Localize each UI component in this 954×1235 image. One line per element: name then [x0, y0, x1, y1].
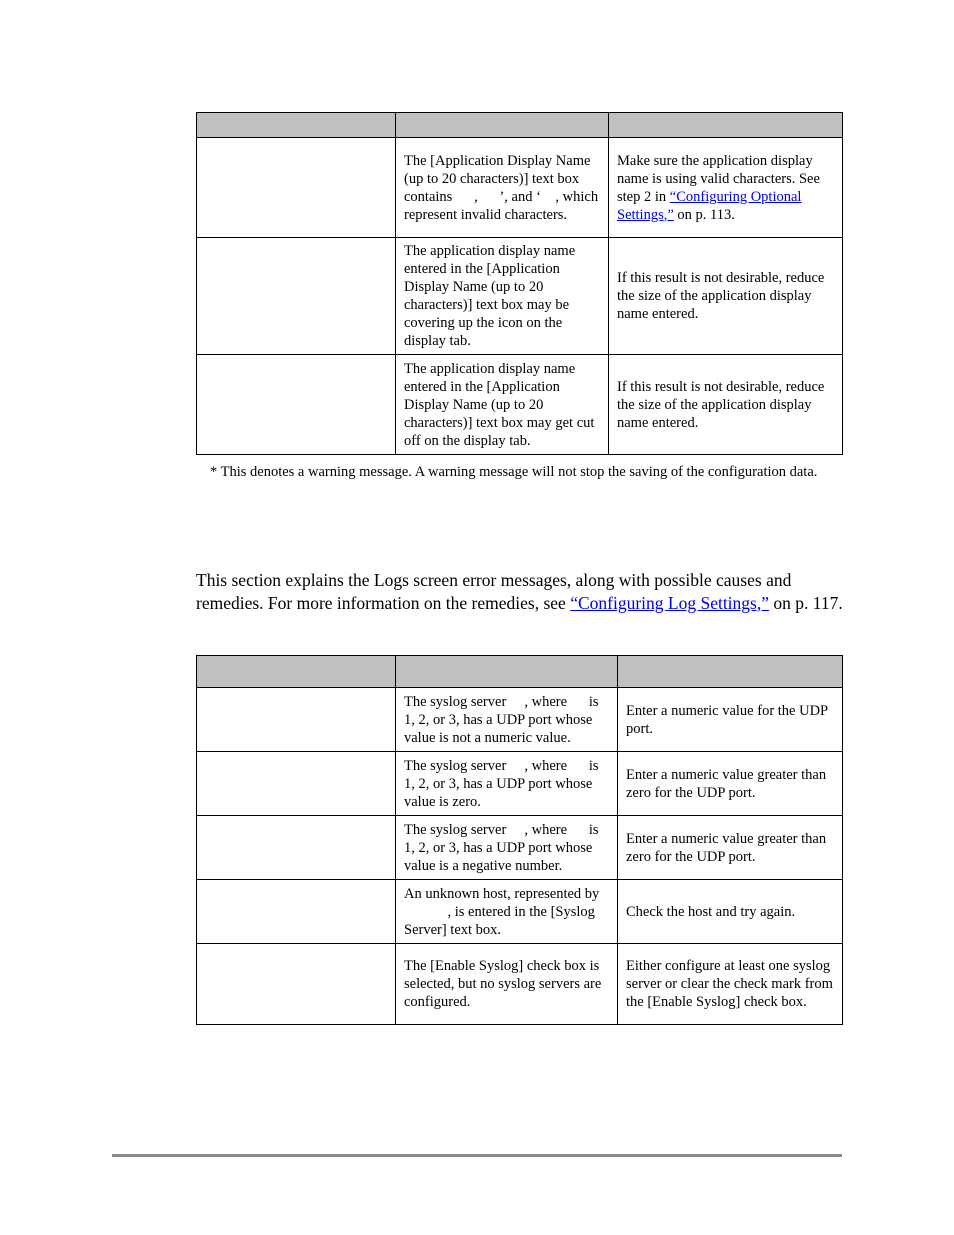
remedy-cell: Enter a numeric value for the UDP port.	[618, 688, 843, 752]
error-message-cell	[197, 238, 396, 355]
cause-cell: The [Application Display Name (up to 20 characters)] text box contains , ’, and ‘ , which represent invalid characters.	[396, 138, 609, 238]
table-row	[197, 816, 843, 880]
logs-error-table	[196, 655, 843, 1025]
table-row	[197, 138, 843, 238]
footer-divider	[112, 1154, 842, 1157]
error-message-cell	[197, 355, 396, 455]
table-row	[197, 880, 843, 944]
configuring-log-settings-link[interactable]: “Configuring Log Settings,”	[570, 592, 770, 613]
table-header-row	[197, 113, 843, 138]
cause-cell: An unknown host, represented by , is entered in the [Syslog Server] text box.	[396, 880, 618, 944]
table-header-row	[197, 656, 843, 688]
header-cell	[396, 113, 609, 138]
error-message-cell	[197, 816, 396, 880]
table-row	[197, 688, 843, 752]
configuring-optional-settings-link[interactable]: “Configuring Optional Settings,”	[617, 188, 802, 223]
intro-text: This section explains the Logs screen error messages, along with possible causes and remedies. For more information on the remedies, see	[196, 570, 792, 613]
remedy-cell: Either configure at least one syslog server or clear the check mark from the [Enable Syslog] check box.	[618, 944, 843, 1025]
cause-cell: The syslog server , where is 1, 2, or 3, has a UDP port whose value is a negative number.	[396, 816, 618, 880]
remedy-cell: Enter a numeric value greater than zero for the UDP port.	[618, 816, 843, 880]
app-display-name-error-table	[196, 112, 843, 455]
remedy-cell: If this result is not desirable, reduce the size of the application display name entered.	[609, 238, 843, 355]
table-row	[197, 238, 843, 355]
error-message-cell	[197, 688, 396, 752]
remedy-page-ref: on p. 113.	[673, 206, 735, 223]
remedy-cell: Enter a numeric value greater than zero for the UDP port.	[618, 752, 843, 816]
error-message-cell	[197, 138, 396, 238]
remedy-text: Make sure the application display name is using valid characters. See step 2 in	[617, 152, 820, 205]
error-message-cell	[197, 752, 396, 816]
header-cell	[618, 656, 843, 688]
warning-footnote: * This denotes a warning message. A warning message will not stop the saving of the configuration data.	[210, 464, 818, 480]
table-row	[197, 355, 843, 455]
header-cell	[197, 113, 396, 138]
logs-section-intro	[196, 569, 844, 614]
header-cell	[197, 656, 396, 688]
table-row	[197, 944, 843, 1025]
remedy-cell: If this result is not desirable, reduce the size of the application display name entered.	[609, 355, 843, 455]
remedy-cell: Check the host and try again.	[618, 880, 843, 944]
cause-cell: The syslog server , where is 1, 2, or 3, has a UDP port whose value is zero.	[396, 752, 618, 816]
remedy-cell	[609, 138, 843, 238]
cause-cell: The syslog server , where is 1, 2, or 3, has a UDP port whose value is not a numeric value.	[396, 688, 618, 752]
cause-cell: The application display name entered in the [Application Display Name (up to 20 characters)] text box may get cut off on the display tab.	[396, 355, 609, 455]
cause-cell: The [Enable Syslog] check box is selected, but no syslog servers are configured.	[396, 944, 618, 1025]
header-cell	[609, 113, 843, 138]
header-cell	[396, 656, 618, 688]
cause-cell: The application display name entered in the [Application Display Name (up to 20 characters)] text box may be covering up the icon on the display tab.	[396, 238, 609, 355]
table-row	[197, 752, 843, 816]
error-message-cell	[197, 880, 396, 944]
intro-page-ref: on p. 117.	[769, 592, 843, 613]
error-message-cell	[197, 944, 396, 1025]
